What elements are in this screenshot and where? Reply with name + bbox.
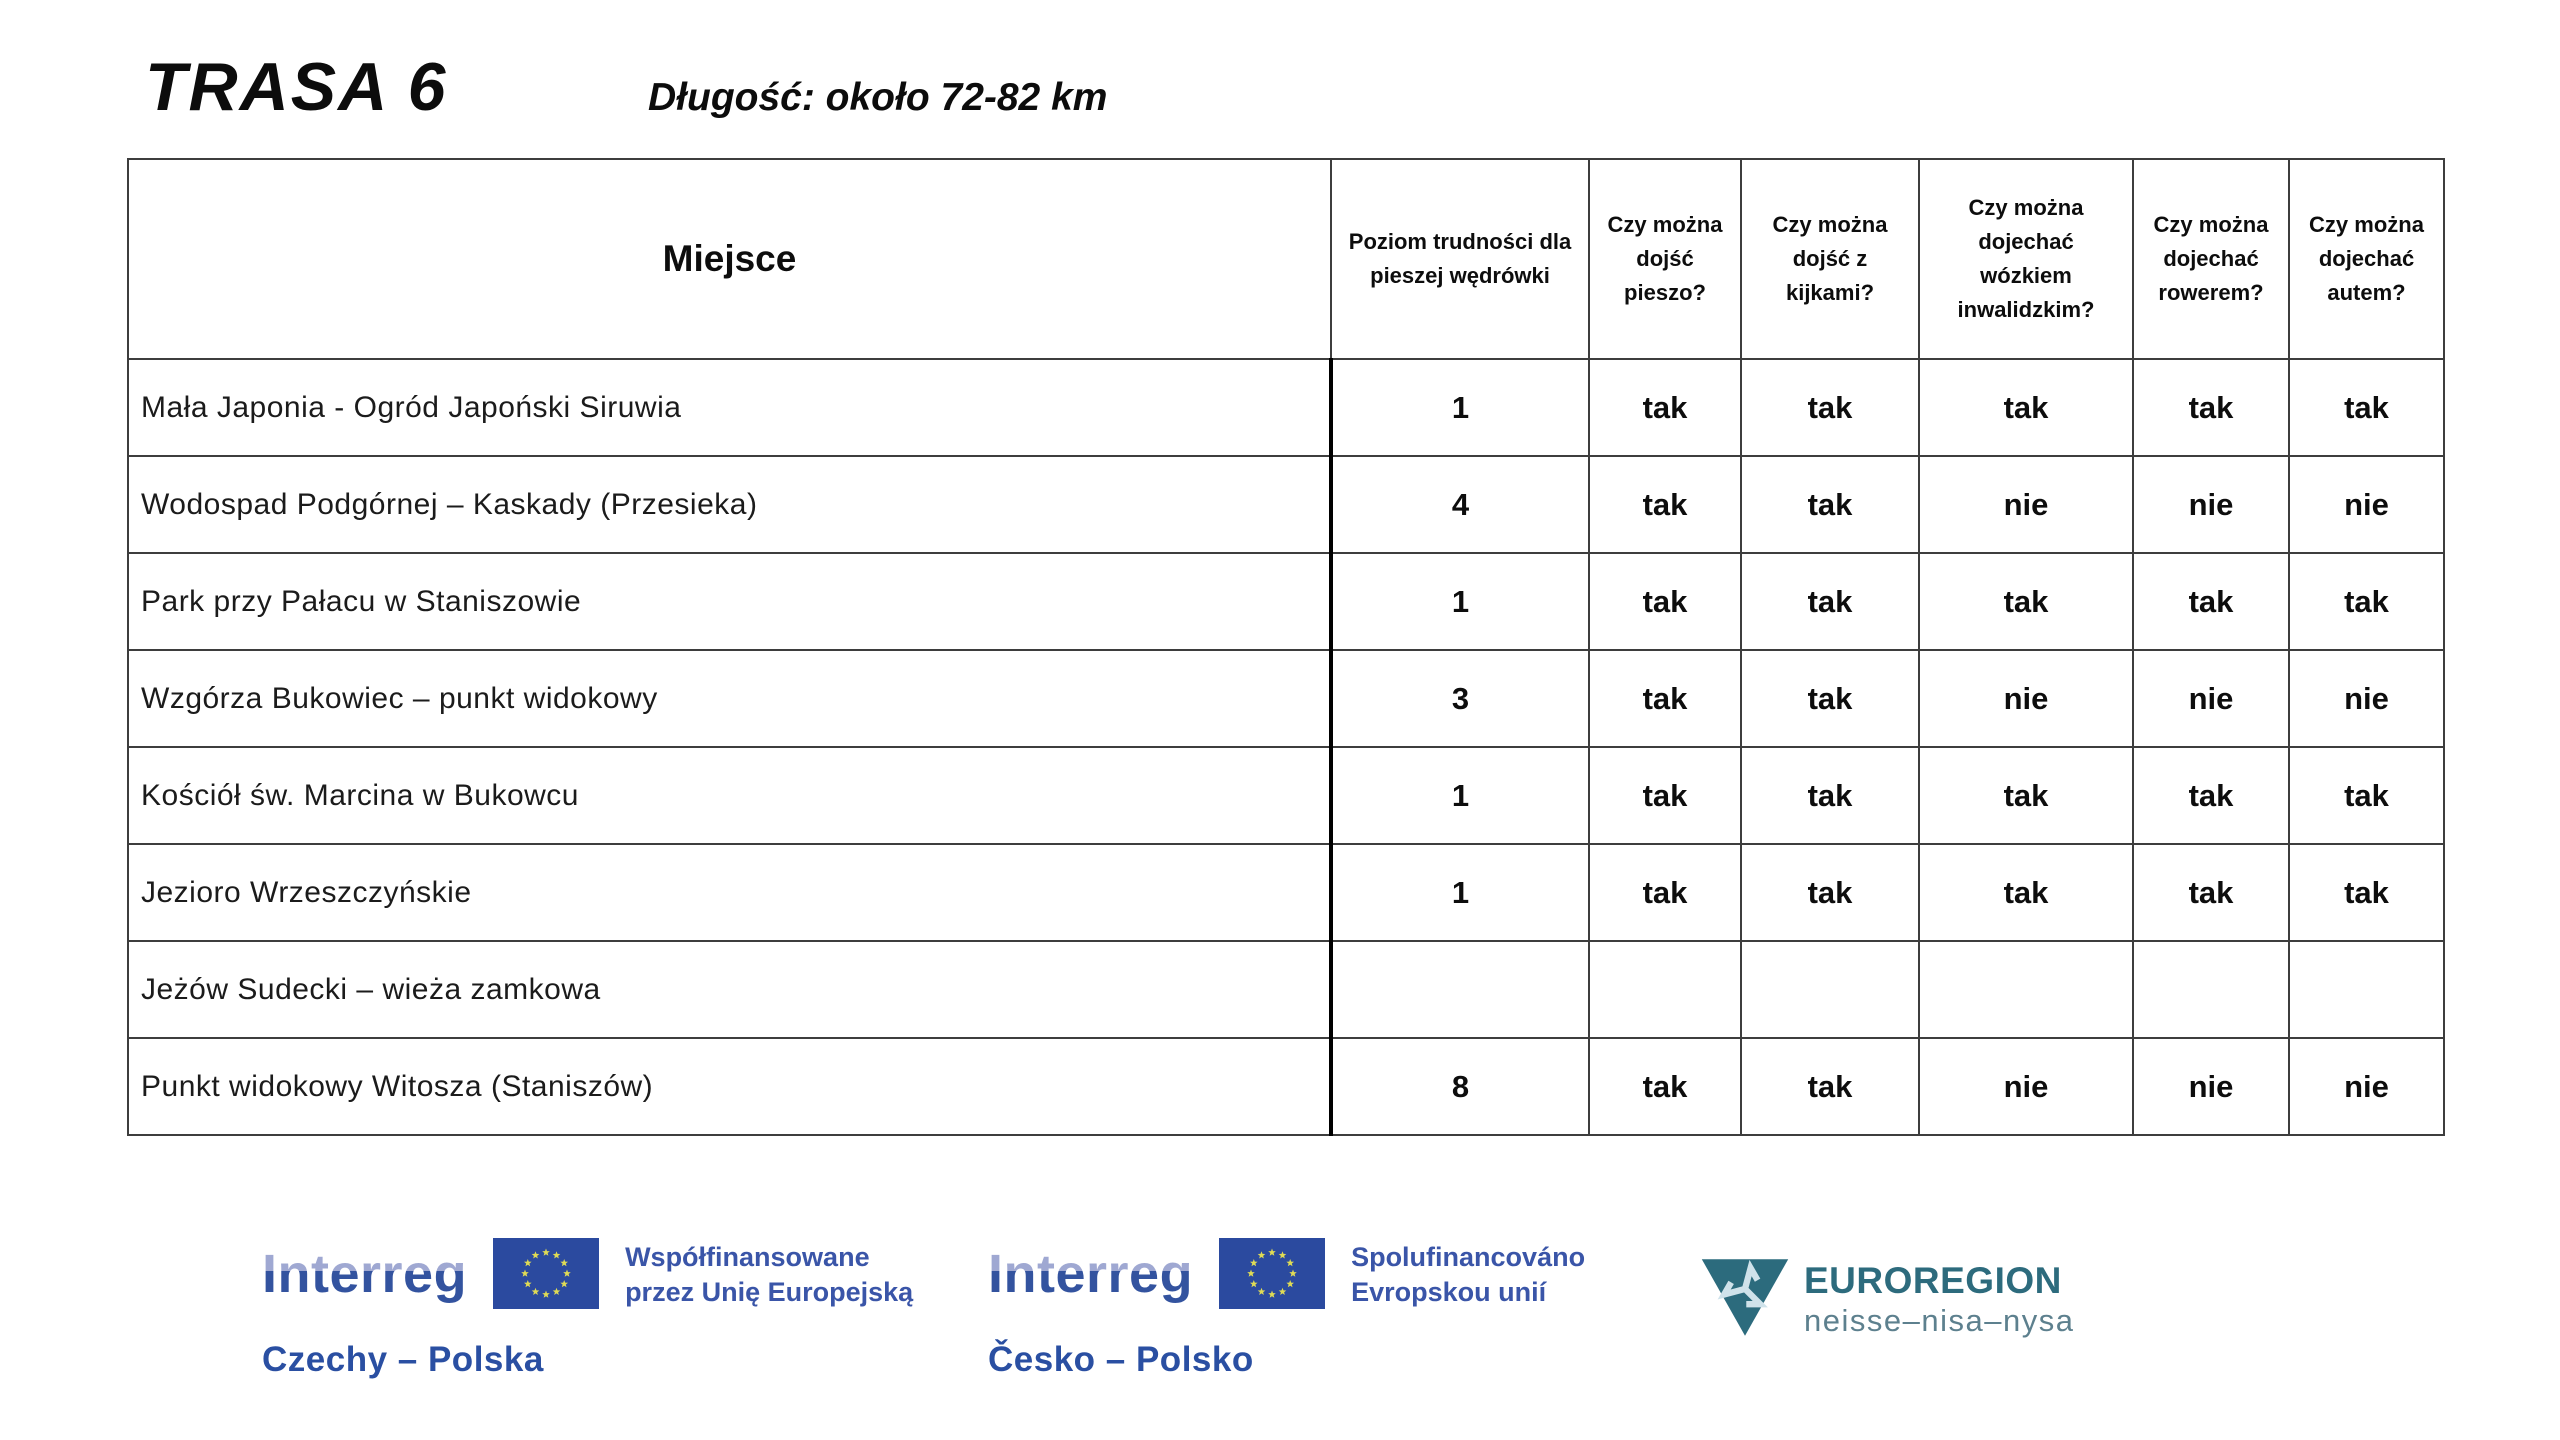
value-cell: tak xyxy=(1741,1038,1919,1135)
value-cell: tak xyxy=(1741,456,1919,553)
euroregion-name: EUROREGION xyxy=(1804,1260,2062,1301)
eu-flag-icon xyxy=(493,1238,599,1309)
place-cell: Jezioro Wrzeszczyńskie xyxy=(128,844,1331,941)
table-row xyxy=(128,650,2444,747)
euroregion-logo-block xyxy=(1700,1256,2074,1339)
value-cell xyxy=(1919,941,2133,1038)
value-cell: tak xyxy=(1741,650,1919,747)
value-cell: tak xyxy=(2133,359,2289,456)
value-cell: tak xyxy=(1589,1038,1741,1135)
value-cell: tak xyxy=(1741,747,1919,844)
value-cell: tak xyxy=(1919,844,2133,941)
value-cell: nie xyxy=(2133,456,2289,553)
table-row xyxy=(128,553,2444,650)
place-cell: Jeżów Sudecki – wieża zamkowa xyxy=(128,941,1331,1038)
value-cell: tak xyxy=(1589,456,1741,553)
value-cell: tak xyxy=(2289,359,2444,456)
value-cell: tak xyxy=(2289,747,2444,844)
value-cell: nie xyxy=(1919,650,2133,747)
place-cell: Kościół św. Marcina w Bukowcu xyxy=(128,747,1331,844)
value-cell: tak xyxy=(1589,553,1741,650)
program-name-cz: Česko – Polsko xyxy=(988,1340,1254,1379)
col-header-place: Miejsce xyxy=(128,159,1331,359)
value-cell: nie xyxy=(2133,1038,2289,1135)
interreg-wordmark: Interreg xyxy=(262,1238,467,1310)
col-header-on-foot: Czy można dojść pieszo? xyxy=(1589,159,1741,359)
value-cell: tak xyxy=(1741,844,1919,941)
value-cell: tak xyxy=(2133,747,2289,844)
value-cell: nie xyxy=(1919,1038,2133,1135)
col-header-wheelchair: Czy można dojechać wózkiem inwalidzkim? xyxy=(1919,159,2133,359)
euroregion-subtitle: neisse–nisa–nysa xyxy=(1804,1303,2075,1338)
value-cell: tak xyxy=(1919,553,2133,650)
value-cell: tak xyxy=(1589,747,1741,844)
places-table xyxy=(127,158,2445,1136)
interreg-cz-logo-block xyxy=(988,1238,1585,1380)
value-cell xyxy=(2133,941,2289,1038)
difficulty-cell: 1 xyxy=(1331,747,1589,844)
col-header-car: Czy można dojechać autem? xyxy=(2289,159,2444,359)
place-cell: Wzgórza Bukowiec – punkt widokowy xyxy=(128,650,1331,747)
eu-flag-icon xyxy=(1219,1238,1325,1309)
place-cell: Punkt widokowy Witosza (Staniszów) xyxy=(128,1038,1331,1135)
table-row xyxy=(128,941,2444,1038)
difficulty-cell: 1 xyxy=(1331,844,1589,941)
route-length-subtitle: Długość: około 72-82 km xyxy=(648,76,1108,119)
table-row xyxy=(128,844,2444,941)
col-header-difficulty: Poziom trudności dla pieszej wędrówki xyxy=(1331,159,1589,359)
value-cell xyxy=(1741,941,1919,1038)
value-cell: tak xyxy=(1919,359,2133,456)
value-cell: tak xyxy=(1589,844,1741,941)
value-cell xyxy=(2289,941,2444,1038)
col-header-bike: Czy można dojechać rowerem? xyxy=(2133,159,2289,359)
place-cell: Park przy Pałacu w Staniszowie xyxy=(128,553,1331,650)
difficulty-cell: 8 xyxy=(1331,1038,1589,1135)
eu-funding-statement-pl xyxy=(625,1238,913,1309)
value-cell: tak xyxy=(1589,359,1741,456)
table-row xyxy=(128,456,2444,553)
euroregion-triangle-icon xyxy=(1700,1256,1790,1338)
difficulty-cell xyxy=(1331,941,1589,1038)
funding-line-1: Spolufinancováno xyxy=(1351,1242,1586,1272)
difficulty-cell: 1 xyxy=(1331,359,1589,456)
value-cell: tak xyxy=(2133,844,2289,941)
value-cell: nie xyxy=(2289,650,2444,747)
value-cell: tak xyxy=(1741,553,1919,650)
value-cell: tak xyxy=(2289,553,2444,650)
place-cell: Wodospad Podgórnej – Kaskady (Przesieka) xyxy=(128,456,1331,553)
eu-funding-statement-cz xyxy=(1351,1238,1585,1309)
value-cell: tak xyxy=(2289,844,2444,941)
value-cell: nie xyxy=(2289,456,2444,553)
value-cell: tak xyxy=(2133,553,2289,650)
value-cell: nie xyxy=(1919,456,2133,553)
difficulty-cell: 1 xyxy=(1331,553,1589,650)
table-row xyxy=(128,1038,2444,1135)
table-row xyxy=(128,747,2444,844)
value-cell: tak xyxy=(1589,650,1741,747)
table-row xyxy=(128,359,2444,456)
difficulty-cell: 3 xyxy=(1331,650,1589,747)
table-header-row xyxy=(128,159,2444,359)
funding-line-2: Evropskou unií xyxy=(1351,1276,1547,1307)
place-cell: Mała Japonia - Ogród Japoński Siruwia xyxy=(128,359,1331,456)
page-title: TRASA 6 xyxy=(145,49,448,125)
value-cell: nie xyxy=(2133,650,2289,747)
interreg-pl-logo-block xyxy=(262,1238,913,1380)
value-cell: tak xyxy=(1919,747,2133,844)
interreg-wordmark: Interreg xyxy=(988,1238,1193,1310)
funding-line-2: przez Unię Europejską xyxy=(625,1276,914,1307)
funding-line-1: Współfinansowane xyxy=(625,1242,870,1272)
value-cell: tak xyxy=(1741,359,1919,456)
col-header-with-poles: Czy można dojść z kijkami? xyxy=(1741,159,1919,359)
program-name-pl: Czechy – Polska xyxy=(262,1340,544,1379)
value-cell xyxy=(1589,941,1741,1038)
difficulty-cell: 4 xyxy=(1331,456,1589,553)
value-cell: nie xyxy=(2289,1038,2444,1135)
